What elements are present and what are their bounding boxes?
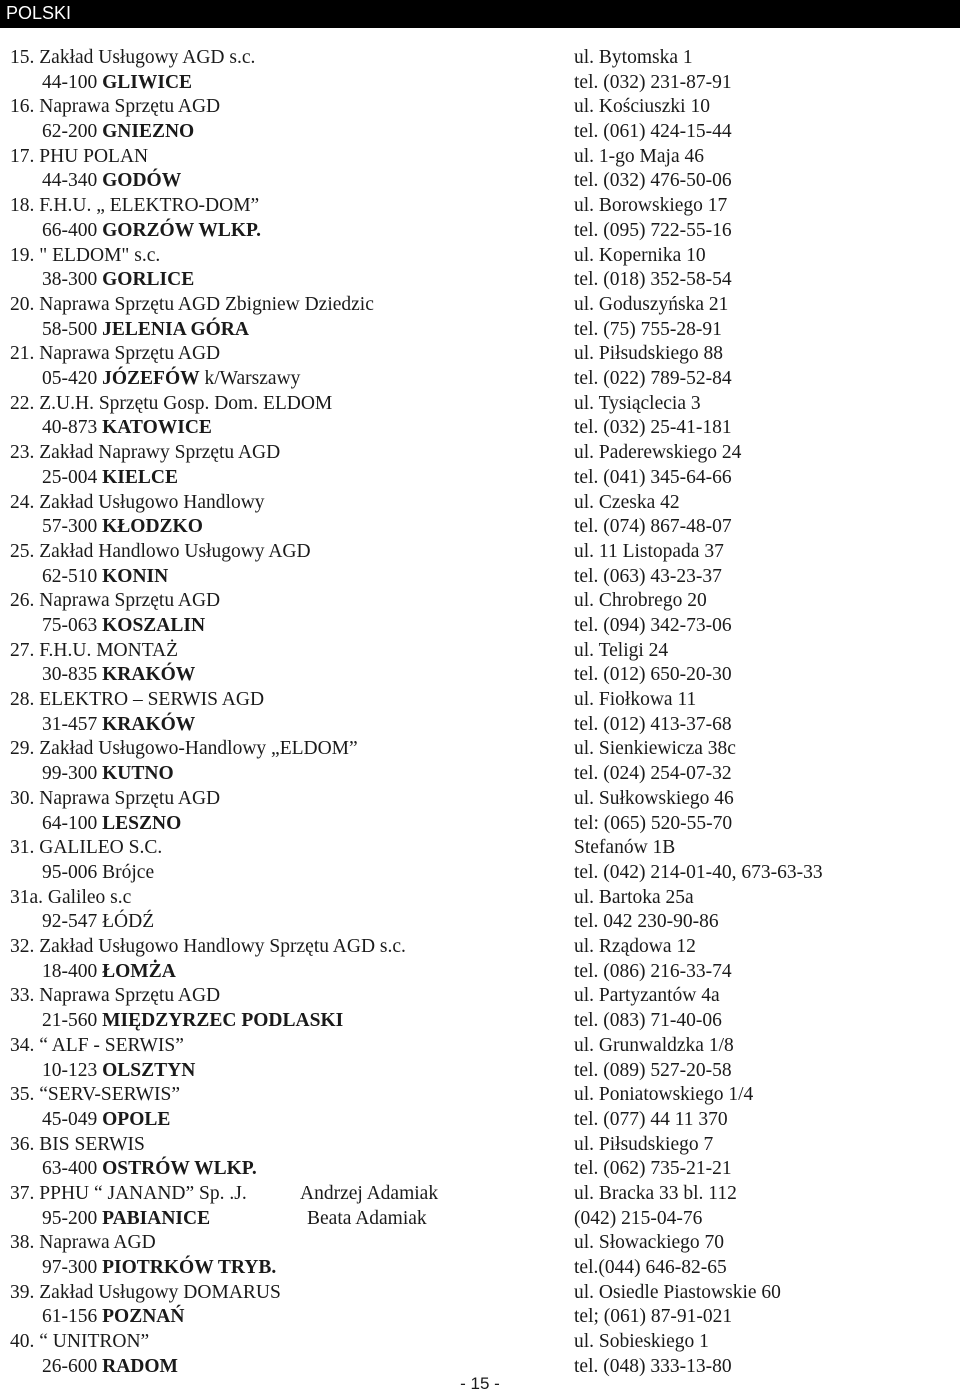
entry-city-line xyxy=(10,268,194,293)
entry-phone: tel. (022) 789-52-84 xyxy=(574,368,732,390)
list-item xyxy=(0,1083,960,1132)
entry-city-line xyxy=(10,1256,276,1281)
entry-number: 26. xyxy=(10,590,35,612)
entry-number: 40. xyxy=(10,1331,35,1353)
entry-company: “SERV-SERWIS” xyxy=(39,1084,180,1106)
entry-address: Stefanów 1B xyxy=(574,837,676,859)
list-item xyxy=(0,1330,960,1379)
entry-address: ul. Sienkiewicza 38c xyxy=(574,738,736,760)
entry-number: 25. xyxy=(10,540,35,562)
entry-postal-code: 44-100 xyxy=(42,71,98,93)
list-item xyxy=(0,194,960,243)
entry-company: BIS SERWIS xyxy=(39,1133,145,1155)
entry-phone: tel. (032) 25-41-181 xyxy=(574,417,732,439)
entry-postal-code: 30-835 xyxy=(42,664,98,686)
entry-phone: tel. (024) 254-07-32 xyxy=(574,763,732,785)
list-item xyxy=(0,984,960,1033)
entry-city: KIELCE xyxy=(102,466,178,488)
entry-city: KRAKÓW xyxy=(102,713,196,735)
entry-phone: tel. (074) 867-48-07 xyxy=(574,516,732,538)
entry-address: ul. Osiedle Piastowskie 60 xyxy=(574,1281,781,1303)
entry-address: ul. Grunwaldzka 1/8 xyxy=(574,1034,734,1056)
entry-phone: tel. (048) 333-13-80 xyxy=(574,1355,732,1377)
entry-company: Zakład Usługowy DOMARUS xyxy=(39,1281,281,1303)
entry-address: ul. Borowskiego 17 xyxy=(574,195,728,217)
entry-address: ul. Partyzantów 4a xyxy=(574,985,720,1007)
entry-name-line xyxy=(10,194,259,219)
entry-address: ul. Paderewskiego 24 xyxy=(574,442,742,464)
entry-company: Zakład Usługowo Handlowy xyxy=(39,491,265,513)
entry-address: ul. Goduszyńska 21 xyxy=(574,293,729,315)
entry-phone: tel. (032) 231-87-91 xyxy=(574,71,732,93)
entry-city-suffix: ŁÓDŹ xyxy=(102,911,155,933)
entry-postal-code: 95-006 xyxy=(42,861,98,883)
entry-company: F.H.U. „ ELEKTRO-DOM” xyxy=(39,195,260,217)
entry-number: 29. xyxy=(10,738,35,760)
entry-postal-code: 10-123 xyxy=(42,1059,98,1081)
entry-city: LESZNO xyxy=(102,812,182,834)
entry-contact-person: Beata Adamiak xyxy=(307,1207,427,1229)
entry-city: JÓZEFÓW xyxy=(102,368,200,390)
entry-number: 24. xyxy=(10,491,35,513)
entry-phone: tel. (095) 722-55-16 xyxy=(574,219,732,241)
entry-postal-code: 61-156 xyxy=(42,1306,98,1328)
entry-name-line xyxy=(10,688,264,713)
list-item xyxy=(0,1133,960,1182)
entry-phone: tel.(044) 646-82-65 xyxy=(574,1257,727,1279)
entry-city-line xyxy=(10,960,176,985)
entry-address: ul. Tysiąclecia 3 xyxy=(574,392,701,414)
list-item xyxy=(0,737,960,786)
entry-city: ŁOMŻA xyxy=(102,960,176,982)
entry-city-line xyxy=(10,1157,257,1182)
entry-number: 22. xyxy=(10,392,35,414)
entry-name-line xyxy=(10,145,148,170)
entry-name-line xyxy=(10,293,374,318)
entry-city: KOSZALIN xyxy=(102,614,206,636)
entry-number: 36. xyxy=(10,1133,35,1155)
entry-company: PHU POLAN xyxy=(39,145,149,167)
entry-number: 17. xyxy=(10,145,35,167)
entry-phone: tel: (065) 520-55-70 xyxy=(574,812,733,834)
list-item xyxy=(0,540,960,589)
entry-company: Zakład Usługowo-Handlowy „ELDOM” xyxy=(39,738,358,760)
entry-address: ul. Słowackiego 70 xyxy=(574,1232,725,1254)
entry-company: PPHU “ JANAND” Sp. .J. xyxy=(39,1182,247,1204)
entry-city: RADOM xyxy=(102,1355,178,1377)
entry-address: ul. Kościuszki 10 xyxy=(574,96,710,118)
entry-city-suffix: k/Warszawy xyxy=(204,368,301,390)
entry-city: GODÓW xyxy=(102,170,182,192)
entry-address: ul. Bracka 33 bl. 112 xyxy=(574,1182,737,1204)
page-number: - 15 - xyxy=(460,1374,500,1393)
entry-number: 32. xyxy=(10,936,35,958)
entry-name-line xyxy=(10,886,131,911)
entry-address: ul. Piłsudskiego 7 xyxy=(574,1133,714,1155)
entry-name-line xyxy=(10,1034,184,1059)
entry-phone: tel. (089) 527-20-58 xyxy=(574,1059,732,1081)
entry-city-line xyxy=(10,71,192,96)
entry-number: 15. xyxy=(10,47,35,68)
entry-address: ul. Fiołkowa 11 xyxy=(574,689,697,711)
entry-name-line xyxy=(10,1083,180,1108)
entry-address: ul. Poniatowskiego 1/4 xyxy=(574,1084,754,1106)
entry-postal-code: 62-200 xyxy=(42,121,98,143)
entry-company: Naprawa Sprzętu AGD xyxy=(39,985,221,1007)
entry-company: Naprawa Sprzętu AGD xyxy=(39,590,221,612)
entry-number: 35. xyxy=(10,1084,35,1106)
entry-name-line xyxy=(10,342,220,367)
entry-name-line xyxy=(10,984,220,1009)
entry-company: F.H.U. MONTAŻ xyxy=(39,639,179,661)
entry-city: OPOLE xyxy=(102,1108,171,1130)
entry-company: “ UNITRON” xyxy=(39,1331,150,1353)
entry-company: Naprawa Sprzętu AGD xyxy=(39,787,221,809)
entry-postal-code: 45-049 xyxy=(42,1108,98,1130)
list-item xyxy=(0,886,960,935)
language-label: POLSKI xyxy=(6,3,72,23)
entry-address: ul. Sułkowskiego 46 xyxy=(574,787,734,809)
entry-city: KONIN xyxy=(102,565,169,587)
entry-city-line xyxy=(10,416,212,441)
entry-company: Zakład Usługowo Handlowy Sprzętu AGD s.c. xyxy=(39,936,406,958)
entry-phone: tel. 042 230-90-86 xyxy=(574,911,719,933)
list-item xyxy=(0,145,960,194)
entry-name-line xyxy=(10,244,160,269)
entry-city-suffix: Brójce xyxy=(102,861,155,883)
entry-phone: tel. (75) 755-28-91 xyxy=(574,318,722,340)
entry-city-line xyxy=(10,318,249,343)
entry-city: KŁODZKO xyxy=(102,516,203,538)
list-item xyxy=(0,392,960,441)
entry-city-line xyxy=(10,1305,184,1330)
list-item xyxy=(0,589,960,638)
entry-city: POZNAŃ xyxy=(102,1306,185,1328)
entry-company: Z.U.H. Sprzętu Gosp. Dom. ELDOM xyxy=(39,392,333,414)
entry-city-line xyxy=(10,663,195,688)
entry-name-line xyxy=(10,1182,247,1207)
entry-name-line xyxy=(10,392,332,417)
entry-address: ul. Rządowa 12 xyxy=(574,936,696,958)
list-item xyxy=(0,639,960,688)
entry-name-line xyxy=(10,46,255,71)
entry-city: GORZÓW WLKP. xyxy=(102,219,262,241)
entry-phone: tel. (094) 342-73-06 xyxy=(574,614,732,636)
entry-company: Zakład Usługowy AGD s.c. xyxy=(39,47,256,68)
entry-postal-code: 57-300 xyxy=(42,516,98,538)
list-item xyxy=(0,342,960,391)
list-item xyxy=(0,244,960,293)
entry-phone: tel. (063) 43-23-37 xyxy=(574,565,722,587)
entry-name-line xyxy=(10,540,311,565)
entry-address: ul. Bytomska 1 xyxy=(574,47,693,68)
entry-city-line xyxy=(10,1207,210,1232)
entry-postal-code: 38-300 xyxy=(42,269,98,291)
entry-phone: tel. (083) 71-40-06 xyxy=(574,1010,722,1032)
list-item xyxy=(0,293,960,342)
entry-postal-code: 63-400 xyxy=(42,1158,98,1180)
entry-name-line xyxy=(10,935,406,960)
entry-address: ul. Kopernika 10 xyxy=(574,244,706,266)
entry-city: GNIEZNO xyxy=(102,121,195,143)
entry-number: 18. xyxy=(10,195,35,217)
entry-city-line xyxy=(10,169,181,194)
entry-number: 39. xyxy=(10,1281,35,1303)
entry-address: ul. Sobieskiego 1 xyxy=(574,1331,709,1353)
entry-address: ul. Chrobrego 20 xyxy=(574,590,707,612)
entry-address: ul. 11 Listopada 37 xyxy=(574,540,724,562)
entry-postal-code: 21-560 xyxy=(42,1010,98,1032)
entry-city-line xyxy=(10,515,203,540)
entry-phone: tel. (041) 345-64-66 xyxy=(574,466,732,488)
entry-number: 31. xyxy=(10,837,35,859)
entry-name-line xyxy=(10,1330,149,1355)
entry-name-line xyxy=(10,1133,145,1158)
list-item xyxy=(0,836,960,885)
list-item xyxy=(0,46,960,95)
entry-name-line xyxy=(10,836,162,861)
entry-postal-code: 18-400 xyxy=(42,960,98,982)
entry-postal-code: 58-500 xyxy=(42,318,98,340)
list-item xyxy=(0,441,960,490)
entry-city-line xyxy=(10,812,181,837)
entry-phone: tel. (018) 352-58-54 xyxy=(574,269,732,291)
entry-company: Galileo s.c xyxy=(47,886,132,908)
entry-postal-code: 95-200 xyxy=(42,1207,98,1229)
entry-postal-code: 99-300 xyxy=(42,763,98,785)
entry-name-line xyxy=(10,95,220,120)
entry-city: KRAKÓW xyxy=(102,664,196,686)
entry-phone: tel. (012) 650-20-30 xyxy=(574,664,732,686)
entry-name-line xyxy=(10,589,220,614)
entry-city: GORLICE xyxy=(102,269,195,291)
entry-company: Zakład Naprawy Sprzętu AGD xyxy=(39,442,281,464)
entry-city: PABIANICE xyxy=(102,1207,211,1229)
entry-name-line xyxy=(10,639,178,664)
entry-city-line xyxy=(10,762,174,787)
entry-number: 28. xyxy=(10,689,35,711)
entry-number: 31a. xyxy=(10,886,44,908)
entry-city-line xyxy=(10,861,154,886)
entry-city: MIĘDZYRZEC PODLASKI xyxy=(102,1010,344,1032)
entry-name-line xyxy=(10,1231,156,1256)
entry-city-line xyxy=(10,614,205,639)
entry-address: ul. Czeska 42 xyxy=(574,491,680,513)
entry-city-line xyxy=(10,466,178,491)
entry-city-line xyxy=(10,1108,170,1133)
list-item xyxy=(0,95,960,144)
list-item xyxy=(0,1034,960,1083)
entry-number: 37. xyxy=(10,1182,35,1204)
entry-phone: (042) 215-04-76 xyxy=(574,1207,703,1229)
entry-city: KUTNO xyxy=(102,763,174,785)
list-item xyxy=(0,688,960,737)
entry-phone: tel. (077) 44 11 370 xyxy=(574,1108,728,1130)
entry-city: OSTRÓW WLKP. xyxy=(102,1158,257,1180)
entry-company: “ ALF - SERWIS” xyxy=(39,1034,184,1056)
entry-phone: tel. (086) 216-33-74 xyxy=(574,960,732,982)
entry-city: GLIWICE xyxy=(102,71,193,93)
entry-city-line xyxy=(10,1009,343,1034)
entry-city-line xyxy=(10,367,300,392)
entry-name-line xyxy=(10,787,220,812)
entry-phone: tel. (062) 735-21-21 xyxy=(574,1158,732,1180)
entry-postal-code: 64-100 xyxy=(42,812,98,834)
entry-number: 27. xyxy=(10,639,35,661)
entry-phone: tel; (061) 87-91-021 xyxy=(574,1306,733,1328)
entry-address: ul. 1-go Maja 46 xyxy=(574,145,704,167)
entry-company: " ELDOM" s.c. xyxy=(39,244,161,266)
entry-phone: tel. (061) 424-15-44 xyxy=(574,121,732,143)
entry-city-line xyxy=(10,910,154,935)
entry-company: Naprawa Sprzętu AGD xyxy=(39,343,221,365)
entry-company: ELEKTRO – SERWIS AGD xyxy=(39,689,265,711)
entry-name-line xyxy=(10,1281,281,1306)
entry-city: JELENIA GÓRA xyxy=(102,318,249,340)
entry-name-line xyxy=(10,441,280,466)
entry-number: 20. xyxy=(10,293,35,315)
entry-city-line xyxy=(10,120,194,145)
list-item xyxy=(0,491,960,540)
entry-number: 33. xyxy=(10,985,35,1007)
entry-postal-code: 31-457 xyxy=(42,713,98,735)
list-item xyxy=(0,1182,960,1231)
entry-phone: tel. (042) 214-01-40, 673-63-33 xyxy=(574,861,823,883)
entry-postal-code: 75-063 xyxy=(42,614,98,636)
entry-city: PIOTRKÓW TRYB. xyxy=(102,1257,277,1279)
entry-postal-code: 25-004 xyxy=(42,466,98,488)
entry-name-line xyxy=(10,737,358,762)
entry-postal-code: 62-510 xyxy=(42,565,98,587)
entry-company: Zakład Handlowo Usługowy AGD xyxy=(39,540,311,562)
entry-address: ul. Piłsudskiego 88 xyxy=(574,343,723,365)
entry-postal-code: 44-340 xyxy=(42,170,98,192)
entry-address: ul. Bartoka 25a xyxy=(574,886,694,908)
list-item xyxy=(0,935,960,984)
entry-city: KATOWICE xyxy=(102,417,212,439)
list-item xyxy=(0,787,960,836)
entry-company: Naprawa AGD xyxy=(39,1232,156,1254)
entry-number: 21. xyxy=(10,343,35,365)
entry-city-line xyxy=(10,1059,195,1084)
entry-postal-code: 26-600 xyxy=(42,1355,98,1377)
entry-number: 23. xyxy=(10,442,35,464)
entry-name-line xyxy=(10,491,265,516)
entry-postal-code: 05-420 xyxy=(42,368,98,390)
entry-number: 19. xyxy=(10,244,35,266)
entry-contact-person: Andrzej Adamiak xyxy=(300,1182,439,1204)
header-bar xyxy=(0,0,960,28)
entry-city-line xyxy=(10,219,261,244)
entry-company: GALILEO S.C. xyxy=(39,837,163,859)
service-list xyxy=(0,46,960,1380)
entry-city-line xyxy=(10,713,195,738)
entry-number: 38. xyxy=(10,1232,35,1254)
entry-number: 16. xyxy=(10,96,35,118)
entry-company: Naprawa Sprzętu AGD Zbigniew Dziedzic xyxy=(39,293,374,315)
list-item xyxy=(0,1231,960,1280)
entry-postal-code: 66-400 xyxy=(42,219,98,241)
entry-number: 30. xyxy=(10,787,35,809)
entry-postal-code: 40-873 xyxy=(42,417,98,439)
entry-postal-code: 92-547 xyxy=(42,911,98,933)
entry-city: OLSZTYN xyxy=(102,1059,196,1081)
entry-phone: tel. (012) 413-37-68 xyxy=(574,713,732,735)
entry-city-line xyxy=(10,565,168,590)
entry-postal-code: 97-300 xyxy=(42,1257,98,1279)
entry-address: ul. Teligi 24 xyxy=(574,639,669,661)
list-item xyxy=(0,1281,960,1330)
entry-company: Naprawa Sprzętu AGD xyxy=(39,96,221,118)
entry-phone: tel. (032) 476-50-06 xyxy=(574,170,732,192)
entry-number: 34. xyxy=(10,1034,35,1056)
